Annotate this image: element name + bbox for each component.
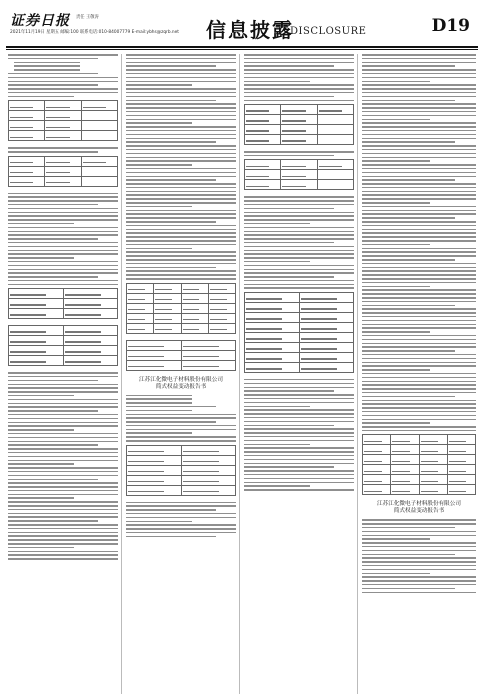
body-text-block xyxy=(8,147,118,152)
masthead-rule xyxy=(6,46,478,48)
column-divider xyxy=(121,54,122,694)
data-table xyxy=(8,156,118,187)
text-column-4 xyxy=(362,54,476,694)
masthead xyxy=(6,4,478,46)
section-title-english: DISCLOSURE xyxy=(290,26,367,37)
data-table xyxy=(244,292,354,373)
notice-report-title: 简式权益变动报告书 xyxy=(393,508,445,515)
data-table xyxy=(126,340,236,371)
body-text-block xyxy=(362,54,476,431)
data-table xyxy=(126,283,236,334)
data-table xyxy=(8,100,118,141)
body-text-block xyxy=(244,151,354,156)
editor-meta: 责任 王敬涛 xyxy=(76,15,99,20)
column-divider xyxy=(357,54,358,694)
body-text-block xyxy=(126,54,236,280)
body-text-block xyxy=(362,519,476,593)
notice-company-name: 江苏江化微电子材料股份有限公司 xyxy=(377,501,461,508)
column-divider xyxy=(239,54,240,694)
page-number: D19 xyxy=(431,16,470,36)
notice-heading xyxy=(362,501,476,515)
body-text-block xyxy=(126,502,236,538)
data-table xyxy=(126,445,236,496)
body-text-block xyxy=(244,54,354,101)
data-table xyxy=(8,325,118,366)
body-text-block xyxy=(244,196,354,289)
newspaper-logo: 证券日报 xyxy=(10,13,70,29)
text-column-2 xyxy=(126,54,236,694)
body-text-block xyxy=(126,395,236,442)
body-text-block xyxy=(244,379,354,491)
text-column-1 xyxy=(8,54,118,694)
notice-report-title: 简式权益变动报告书 xyxy=(155,383,207,390)
data-table xyxy=(244,104,354,145)
masthead-meta: 2021年11月19日 星期五 邮编:100 联系电话:010-84007779 E-mail:ybhs@zqrb.net xyxy=(10,30,179,35)
notice-company-name: 江苏江化微电子材料股份有限公司 xyxy=(139,376,223,383)
body-text-block xyxy=(8,372,118,560)
notice-heading xyxy=(126,377,236,391)
body-text-block xyxy=(8,193,118,286)
data-table xyxy=(244,159,354,190)
data-table xyxy=(362,434,476,495)
data-table xyxy=(8,288,118,319)
text-column-3 xyxy=(244,54,354,694)
section-title: 信息披露 xyxy=(206,18,294,42)
masthead-rule-thin xyxy=(6,49,478,50)
body-text-block xyxy=(8,54,118,97)
